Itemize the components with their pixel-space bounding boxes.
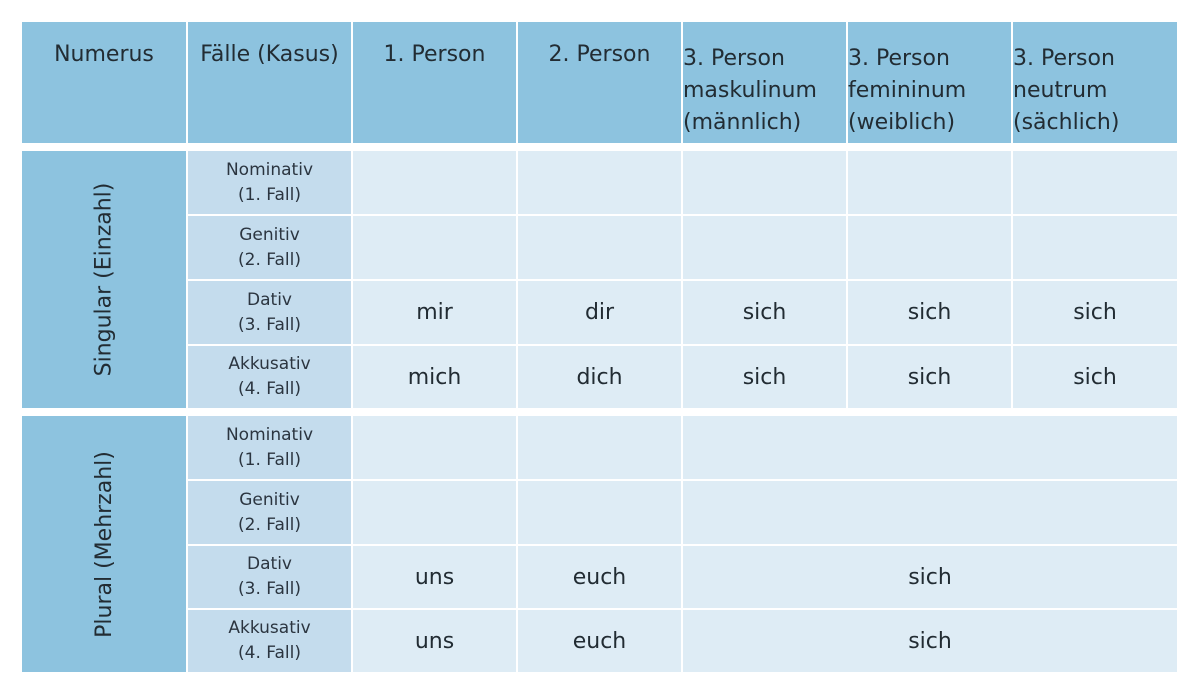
- value-cell-merged: [683, 610, 1177, 672]
- header-person-1-label: 1. Person: [383, 42, 486, 67]
- header-person-3-femininum: [848, 22, 1011, 143]
- value-cell-empty: [1013, 151, 1177, 214]
- header-p3f-line-1: 3. Person: [848, 46, 950, 71]
- header-person-2-label: 2. Person: [548, 42, 651, 67]
- value-cell: [353, 610, 516, 672]
- value-cell-empty: [683, 416, 1177, 479]
- header-p3f-line-3: (weiblich): [848, 110, 956, 135]
- value-cell: [683, 346, 846, 408]
- pronoun-table: [22, 22, 1177, 672]
- value-cell: [848, 346, 1011, 408]
- case-name: Akkusativ: [228, 618, 311, 638]
- pronoun: uns: [414, 628, 455, 654]
- header-person-2: [518, 22, 681, 143]
- case-number: (3. Fall): [238, 314, 301, 335]
- pronoun: dich: [576, 364, 623, 390]
- value-cell-empty: [353, 416, 516, 479]
- case-name: Dativ: [247, 554, 292, 574]
- header-person-3-maskulinum: [683, 22, 846, 143]
- value-cell: [1013, 346, 1177, 408]
- case-number: (1. Fall): [238, 184, 301, 205]
- pronoun: sich: [908, 564, 952, 590]
- case-number: (1. Fall): [238, 449, 301, 470]
- case-akkusativ-plural: [188, 610, 351, 672]
- header-person-1: [353, 22, 516, 143]
- pronoun: mich: [407, 364, 462, 390]
- header-numerus-label: Numerus: [54, 42, 154, 67]
- pronoun: dir: [584, 300, 615, 325]
- pronoun: sich: [1073, 300, 1117, 325]
- value-cell: [518, 546, 681, 608]
- value-cell: [1013, 281, 1177, 344]
- value-cell: [353, 346, 516, 408]
- pronoun: euch: [572, 628, 627, 654]
- value-cell-empty: [353, 216, 516, 279]
- value-cell: [518, 610, 681, 672]
- pronoun: uns: [414, 564, 455, 590]
- pronoun: sich: [742, 300, 787, 325]
- pronoun: sich: [907, 364, 952, 390]
- header-p3m-line-2: maskulinum: [683, 78, 817, 103]
- value-cell: [518, 281, 681, 344]
- case-number: (3. Fall): [238, 579, 301, 599]
- case-name: Nominativ: [225, 159, 314, 180]
- value-cell-empty: [353, 151, 516, 214]
- case-number: (2. Fall): [238, 514, 301, 535]
- case-genitiv-plural: [188, 481, 351, 544]
- header-p3f-line-2: femininum: [848, 78, 967, 103]
- case-nominativ-singular: [188, 151, 351, 214]
- case-name: Genitiv: [239, 224, 300, 245]
- value-cell-empty: [848, 216, 1011, 279]
- case-name: Nominativ: [225, 424, 314, 445]
- value-cell-empty: [518, 416, 681, 479]
- value-cell: [353, 281, 516, 344]
- value-cell-empty: [683, 481, 1177, 544]
- value-cell-empty: [518, 481, 681, 544]
- header-p3n-line-2: neutrum: [1013, 78, 1108, 103]
- case-akkusativ-singular: [188, 346, 351, 408]
- value-cell-empty: [353, 481, 516, 544]
- header-person-3-neutrum: [1013, 22, 1177, 143]
- case-name: Genitiv: [239, 489, 300, 510]
- pronoun: mir: [416, 300, 453, 325]
- group-plural-label: Plural (Mehrzahl): [91, 450, 117, 638]
- case-dativ-plural: [188, 546, 351, 608]
- header-faelle-label: Fälle (Kasus): [200, 42, 339, 67]
- value-cell: [683, 281, 846, 344]
- header-p3n-line-3: (sächlich): [1013, 110, 1120, 135]
- header-p3m-line-3: (männlich): [683, 110, 802, 135]
- group-singular-label: Singular (Einzahl): [91, 182, 117, 377]
- value-cell-empty: [683, 216, 846, 279]
- group-singular: [22, 151, 186, 408]
- pronoun: sich: [907, 300, 952, 325]
- case-name: Dativ: [247, 289, 292, 310]
- group-plural: [22, 416, 186, 672]
- case-nominativ-plural: [188, 416, 351, 479]
- pronoun: euch: [572, 564, 627, 590]
- value-cell-empty: [1013, 216, 1177, 279]
- case-number: (2. Fall): [238, 249, 301, 270]
- value-cell-empty: [683, 151, 846, 214]
- pronoun: sich: [1073, 364, 1117, 390]
- value-cell-empty: [848, 151, 1011, 214]
- value-cell-merged: [683, 546, 1177, 608]
- case-genitiv-singular: [188, 216, 351, 279]
- value-cell-empty: [518, 151, 681, 214]
- header-faelle: [188, 22, 351, 143]
- value-cell: [518, 346, 681, 408]
- value-cell: [848, 281, 1011, 344]
- pronoun: sich: [908, 628, 952, 654]
- case-number: (4. Fall): [238, 379, 301, 399]
- case-name: Akkusativ: [228, 354, 311, 374]
- header-numerus: [22, 22, 186, 143]
- pronoun: sich: [742, 364, 787, 390]
- value-cell-empty: [518, 216, 681, 279]
- case-number: (4. Fall): [238, 643, 301, 663]
- case-dativ-singular: [188, 281, 351, 344]
- value-cell: [353, 546, 516, 608]
- header-p3n-line-1: 3. Person: [1013, 46, 1115, 71]
- header-p3m-line-1: 3. Person: [683, 46, 785, 71]
